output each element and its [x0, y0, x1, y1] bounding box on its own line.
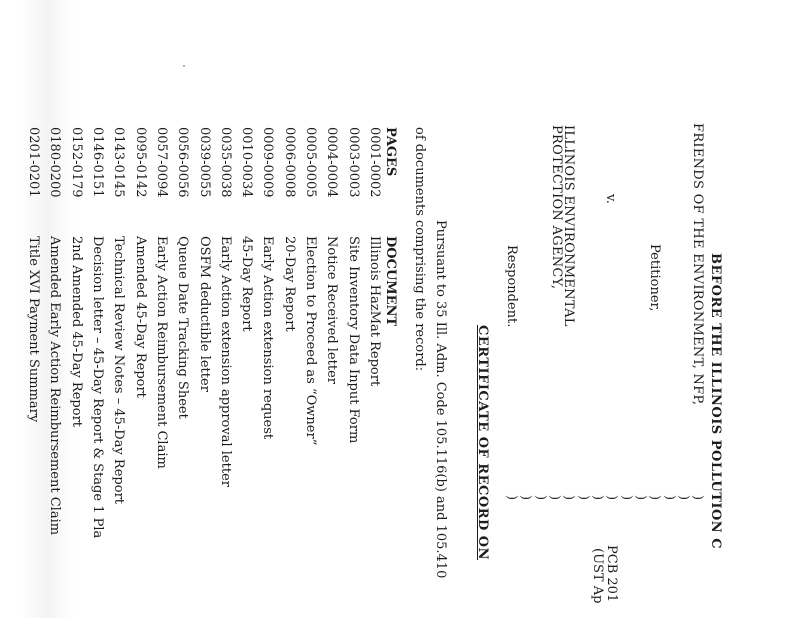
row-pages: 0003-0003: [345, 127, 361, 198]
row-document: OSFM deductible letter: [196, 236, 212, 392]
row-pages: 0009-0009: [260, 127, 276, 198]
caption-bracket: ): [576, 495, 591, 501]
caption-bracket: ): [619, 495, 634, 501]
row-document: Site Inventory Data Input Form: [345, 236, 361, 444]
row-pages: 0004-0004: [324, 127, 340, 198]
petitioner-label: Petitioner,: [647, 244, 662, 312]
respondent-label: Respondent.: [504, 245, 519, 328]
row-pages: 0095-0142: [132, 127, 148, 198]
row-pages: 0146-0151: [90, 127, 106, 198]
row-document: Illinois HazMat Report: [367, 236, 382, 387]
caption-bracket: ): [690, 495, 705, 501]
caption-bracket: ): [647, 495, 662, 501]
row-pages: 0057-0094: [154, 127, 169, 198]
row-pages: 0039-0055: [196, 127, 212, 198]
case-number: PCB 201: [604, 545, 619, 603]
caption-bracket: ): [633, 495, 648, 501]
row-document: Queue Date Tracking Sheet: [175, 236, 191, 419]
row-document: Decision letter – 45-Day Report & Stage 1 Pla: [90, 236, 106, 539]
row-pages: 0152-0179: [68, 127, 84, 198]
row-document: Notice Received letter: [324, 236, 340, 385]
row-document: Technical Review Notes – 45-Day Report: [111, 236, 127, 505]
row-document: Election to Proceed as “Owner”: [303, 236, 319, 446]
respondent-name-line-2: PROTECTION AGENCY,: [549, 125, 564, 290]
row-pages: 0056-0056: [175, 127, 191, 198]
certificate-title: CERTIFICATE OF RECORD ON: [475, 325, 490, 560]
row-document: Amended 45-Day Report: [132, 236, 148, 398]
case-type: (UST Ap: [590, 548, 605, 604]
pages-column-header: PAGES: [383, 127, 398, 177]
page-heading: BEFORE THE ILLINOIS POLLUTION C: [708, 253, 723, 550]
row-pages: 0180-0200: [47, 127, 63, 198]
caption-bracket: ): [590, 495, 605, 501]
row-pages: 0005-0005: [303, 127, 319, 198]
intro-paragraph-continued: of documents comprising the record:: [412, 127, 427, 372]
caption-bracket: ): [504, 495, 519, 501]
row-document: Early Action Reimbursement Claim: [154, 236, 169, 469]
row-document: 20-Day Report: [281, 236, 297, 332]
row-document: 45-Day Report: [239, 236, 255, 332]
row-document: Early Action extension approval letter: [217, 236, 233, 487]
caption-bracket: ): [518, 495, 533, 501]
caption-bracket: ): [547, 495, 562, 501]
intro-paragraph: Pursuant to 35 Ill. Adm. Code 105.116(b) and 105.410: [433, 220, 448, 579]
row-pages: 0010-0034: [239, 127, 255, 198]
caption-bracket: ): [561, 495, 576, 501]
row-document: Early Action extension request: [260, 236, 276, 440]
row-pages: 0001-0002: [367, 127, 382, 198]
respondent-name-line-1: ILLINOIS ENVIRONMENTAL: [561, 125, 576, 327]
caption-bracket: ): [533, 495, 548, 501]
caption-bracket: ): [676, 495, 691, 501]
row-pages: 0035-0038: [217, 127, 233, 198]
caption-bracket: ): [604, 495, 619, 501]
row-pages: 0201-0201: [26, 127, 42, 198]
row-document: Amended Early Action Reimbursement Claim: [47, 236, 63, 536]
row-document: 2nd Amended 45-Day Report: [68, 236, 84, 428]
row-document: Title XVI Payment Summary: [26, 236, 42, 423]
row-pages: 0006-0008: [281, 127, 297, 198]
versus-label: v.: [603, 194, 618, 204]
document-column-header: DOCUMENT: [383, 236, 398, 327]
row-pages: 0143-0145: [111, 127, 127, 198]
petitioner-name: FRIENDS OF THE ENVIRONMENT, NFP,: [690, 123, 705, 406]
caption-bracket: ): [662, 495, 677, 501]
